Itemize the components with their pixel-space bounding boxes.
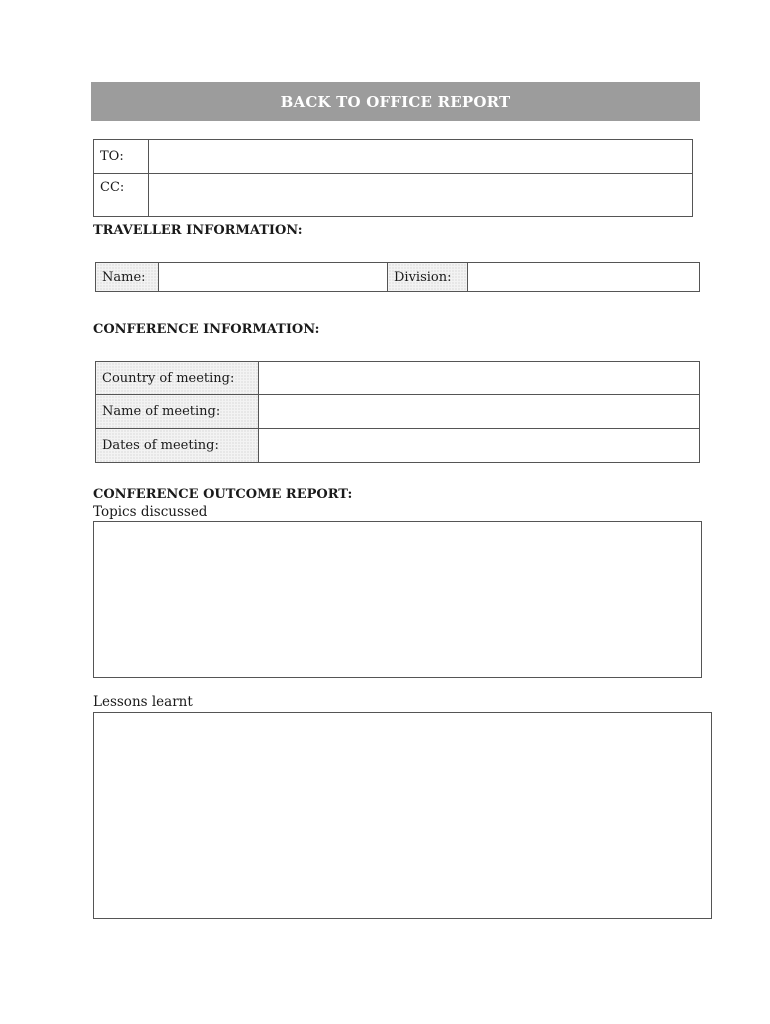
cc-label: CC: bbox=[94, 174, 149, 217]
traveller-table bbox=[95, 262, 700, 292]
conference-heading: CONFERENCE INFORMATION: bbox=[93, 322, 320, 337]
report-title: BACK TO OFFICE REPORT bbox=[280, 92, 511, 111]
report-title-bar bbox=[91, 82, 700, 121]
lessons-learnt-box[interactable] bbox=[93, 712, 712, 919]
cc-field[interactable] bbox=[149, 174, 693, 217]
topics-discussed-box[interactable] bbox=[93, 521, 702, 678]
traveller-name-field[interactable] bbox=[159, 263, 388, 292]
country-of-meeting-field[interactable] bbox=[259, 362, 700, 395]
outcome-heading: CONFERENCE OUTCOME REPORT: bbox=[93, 487, 353, 502]
country-of-meeting-label: Country of meeting: bbox=[96, 362, 259, 395]
name-of-meeting-label: Name of meeting: bbox=[96, 395, 259, 429]
dates-of-meeting-field[interactable] bbox=[259, 429, 700, 463]
topics-discussed-label: Topics discussed bbox=[93, 504, 208, 520]
recipients-table bbox=[93, 139, 693, 217]
to-label: TO: bbox=[94, 140, 149, 174]
dates-of-meeting-label: Dates of meeting: bbox=[96, 429, 259, 463]
traveller-heading: TRAVELLER INFORMATION: bbox=[93, 223, 303, 238]
to-field[interactable] bbox=[149, 140, 693, 174]
conference-table bbox=[95, 361, 700, 463]
name-of-meeting-field[interactable] bbox=[259, 395, 700, 429]
traveller-division-field[interactable] bbox=[468, 263, 700, 292]
traveller-name-label: Name: bbox=[96, 263, 159, 292]
lessons-learnt-label: Lessons learnt bbox=[93, 694, 193, 710]
traveller-division-label: Division: bbox=[388, 263, 468, 292]
